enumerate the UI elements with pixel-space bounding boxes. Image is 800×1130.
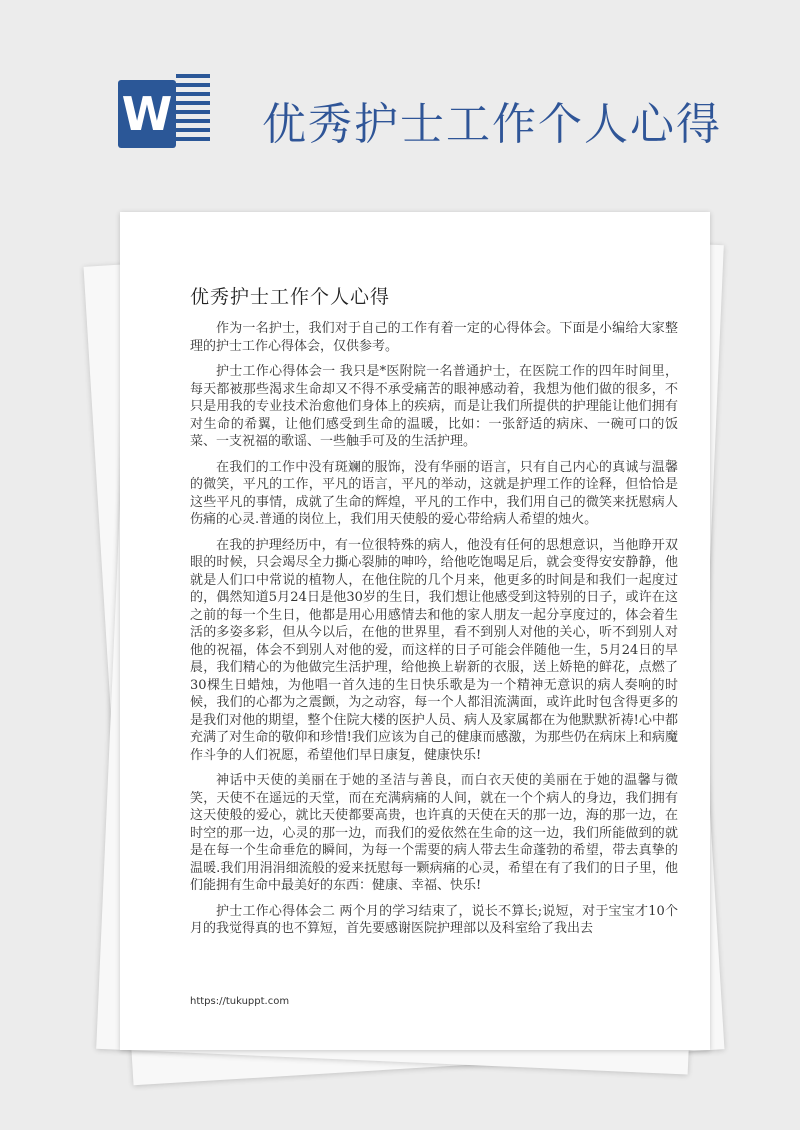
- document-title: 优秀护士工作个人心得: [190, 286, 391, 308]
- paragraph: 护士工作心得体会二 两个月的学习结束了，说长不算长;说短，对于宝宝才10个月的我觉得真的也不算短，首先要感谢医院护理部以及科室给了我出去: [190, 903, 678, 936]
- paragraph: 神话中天使的美丽在于她的圣洁与善良，而白衣天使的美丽在于她的温馨与微笑，天使不在遥远的天堂，而在充满病痛的人间，就在一个个病人的身边，我们拥有这天使般的爱心，就比天使都要高贵，也许真的天使在天的那一边，海的那一边，在时空的那一边，心灵的那一边，而我们的爱依然在生命的这一边，我们所能做到的就是在每一个生命垂危的瞬间，为每一个需要的病人带去生命蓬勃的希望，带去真挚的温暖.我们用涓涓细流般的爱来抚慰每一颗病痛的心灵，希望在有了我们的日子里，他们能拥有生命中最美好的东西：健康、幸福、快乐!: [190, 773, 678, 893]
- header: [0, 0, 800, 210]
- document-page: [120, 212, 710, 1050]
- paragraph: 在我们的工作中没有斑斓的服饰，没有华丽的语言，只有自己内心的真诚与温馨的微笑，平凡的工作，平凡的语言，平凡的举动，这就是护理工作的诠释，但恰恰是这些平凡的事情，成就了生命的辉煌，平凡的工作中，我们用自己的微笑来抚慰病人伤痛的心灵.普通的岗位上，我们用天使般的爱心带给病人希望的烛火。: [190, 459, 678, 527]
- paragraph: 在我的护理经历中，有一位很特殊的病人，他没有任何的思想意识，当他睁开双眼的时候，只会竭尽全力撕心裂肺的呻吟，给他吃饱喝足后，就会变得安安静静，他就是人们口中常说的植物人，在他住院的几个月来，他更多的时间是和我们一起度过的，偶然知道5月24日是他30岁的生日，我们想让他感受到这特别的日子，或许在这之前的每一个生日，他都是用心用感情去和他的家人朋友一起分享度过的，体会着生活的多姿多彩，但从今以后，在他的世界里，看不到别人对他的关心，听不到别人对他的祝福，体会不到别人对他的爱，而这样的日子可能会伴随他一生，5月24日的早晨，我们精心的为他做完生活护理，给他换上崭新的衣服，送上娇艳的鲜花，点燃了30棵生日蜡烛，为他唱一首久违的生日快乐歌是为一个精神无意识的病人奏响的时候，我们的心都为之震颤，为之动容，每一个人都泪流满面，或许此时包含得更多的是我们对他的期望，整个住院大楼的医护人员、病人及家属都在为他默默祈祷!心中都充满了对生命的敬仰和珍惜!我们应该为自己的健康而感激，为那些仍在病床上和病魔作斗争的人们祝愿，希望他们早日康复，健康快乐!: [190, 537, 678, 763]
- source-url[interactable]: https://tukuppt.com: [190, 996, 290, 1007]
- paragraph: 护士工作心得体会一 我只是*医附院一名普通护士，在医院工作的四年时间里，每天都被那些渴求生命却又不得不承受痛苦的眼神感动着，我想为他们做的很多，不只是用我的专业技术治愈他们身体上的疾病，而是让我们所提供的护理能让他们拥有对生命的希翼，让他们感受到生命的温暖，比如：一张舒适的病床、一碗可口的饭菜、一支祝福的歌谣、一些触手可及的生活护理。: [190, 364, 678, 449]
- word-document-icon: [118, 74, 210, 158]
- document-lines-icon: [170, 74, 210, 156]
- document-body: [190, 320, 678, 946]
- word-logo-letter: W: [118, 80, 176, 148]
- paragraph: 作为一名护士，我们对于自己的工作有着一定的心得体会。下面是小编给大家整理的护士工作心得体会，仅供参考。: [190, 321, 678, 354]
- page-title: 优秀护士工作个人心得: [262, 99, 722, 150]
